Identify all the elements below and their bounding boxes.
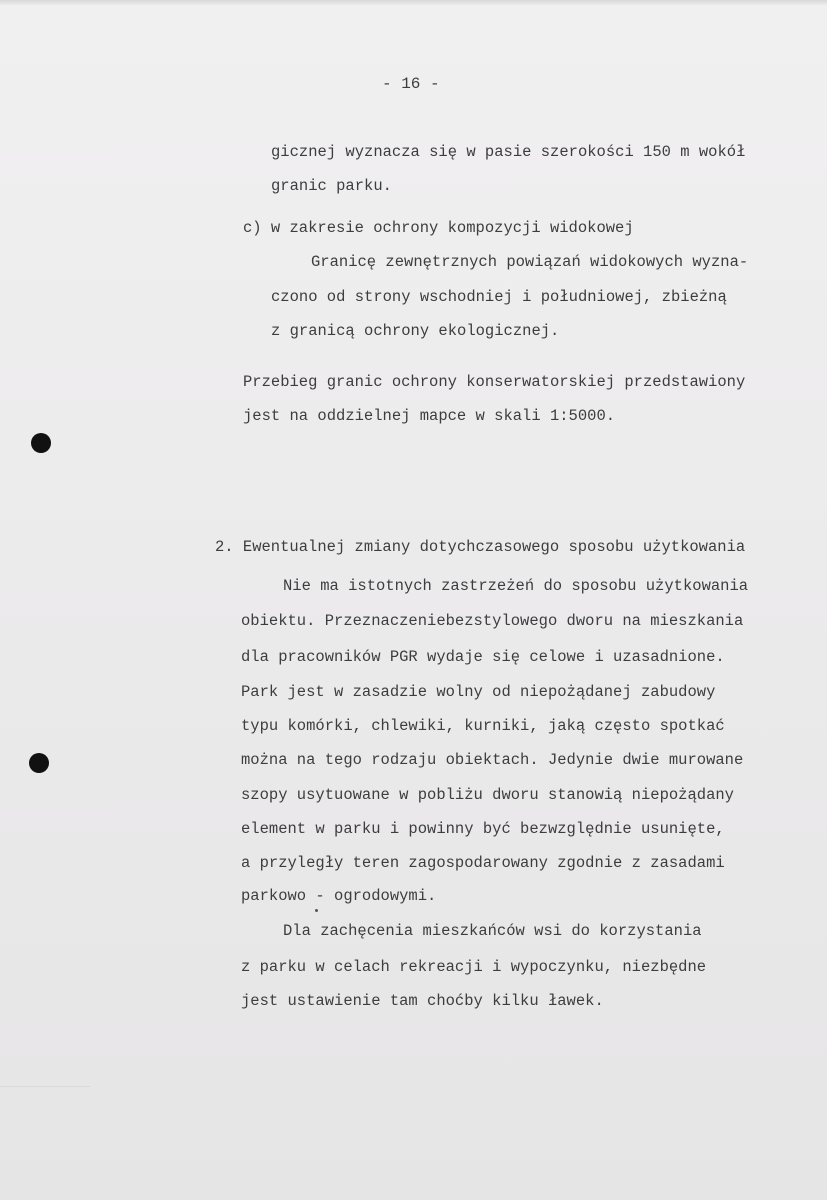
text-line-11: obiektu. Przeznaczeniebezstylowego dworu na mieszkania (241, 612, 744, 630)
text-line-17: element w parku i powinny być bezwzględnie usunięte, (241, 820, 725, 838)
text-line-22: jest ustawienie tam choćby kilku ławek. (241, 992, 604, 1010)
text-line-5: czono od strony wschodniej i południowej, zbieżną (271, 288, 727, 306)
text-line-1: gicznej wyznacza się w pasie szerokości 150 m wokół (271, 143, 746, 161)
text-line-14: typu komórki, chlewiki, kurniki, jaką często spotkać (241, 717, 725, 735)
text-line-12: dla pracowników PGR wydaje się celowe i uzasadnione. (241, 648, 725, 666)
text-line-3: c) w zakresie ochrony kompozycji widokowej (243, 219, 634, 237)
text-line-8: jest na oddzielnej mapce w skali 1:5000. (243, 407, 616, 425)
page-number: - 16 - (382, 75, 440, 93)
text-line-15: można na tego rodzaju obiektach. Jedynie dwie murowane (241, 751, 744, 769)
punch-hole-upper (31, 433, 51, 453)
text-line-18: a przyległy teren zagospodarowany zgodnie z zasadami (241, 854, 725, 872)
text-line-20: Dla zachęcenia mieszkańców wsi do korzystania (283, 922, 702, 940)
stray-ink-dot (315, 909, 318, 912)
text-line-9: 2. Ewentualnej zmiany dotychczasowego sposobu użytkowania (215, 538, 746, 556)
text-line-7: Przebieg granic ochrony konserwatorskiej przedstawiony (243, 373, 746, 391)
text-line-6: z granicą ochrony ekologicznej. (271, 322, 560, 340)
page-top-edge (0, 0, 827, 6)
text-line-13: Park jest w zasadzie wolny od niepożądanej zabudowy (241, 683, 716, 701)
text-line-10: Nie ma istotnych zastrzeżeń do sposobu użytkowania (283, 577, 749, 595)
text-line-2: granic parku. (271, 177, 392, 195)
text-line-21: z parku w celach rekreacji i wypoczynku, niezbędne (241, 958, 707, 976)
punch-hole-lower (29, 753, 49, 773)
text-line-19: parkowo - ogrodowymi. (241, 887, 437, 905)
paper-crease (0, 1086, 90, 1087)
text-line-16: szopy usytuowane w pobliżu dworu stanowią niepożądany (241, 786, 734, 804)
text-line-4: Granicę zewnętrznych powiązań widokowych wyzna- (311, 253, 749, 271)
